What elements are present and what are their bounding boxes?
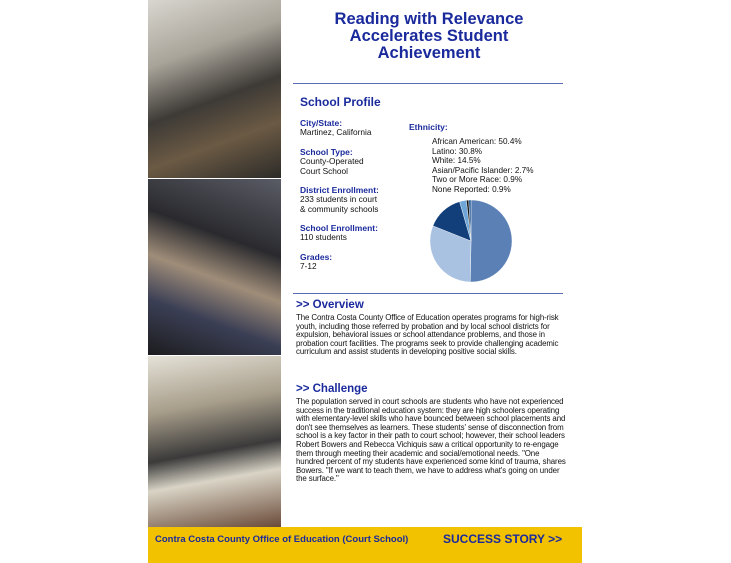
school-type-label: School Type: [300,147,353,157]
grades-label: Grades: [300,252,333,262]
school-enrollment-label: School Enrollment: [300,223,378,233]
legend-entry: Asian/Pacific Islander: 2.7% [432,165,534,175]
photo-students-at-table [148,179,281,355]
legend-entry: None Reported: 0.9% [432,184,511,194]
photo-student-writing [148,356,281,527]
school-type-value: County-Operated Court School [300,156,364,176]
overview-text: The Contra Costa County Office of Education operates programs for high-risk youth, including those referred by probation and by local school districts for expulsion, behavioral issues or school attendance problems, and those in probation court facilities. The programs seek to provide challenging academic curriculum and assist students in developing positive social skills. [296,313,559,357]
ethnicity-label: Ethnicity: [409,122,448,132]
grades-value: 7-12 [300,261,317,271]
district-enrollment-value: 233 students in court & community schools [300,194,379,214]
footer-org: Contra Costa County Office of Education (Court School) [155,534,409,545]
district-enrollment-label: District Enrollment: [300,185,379,195]
challenge-heading: >> Challenge [296,383,368,395]
title-line: Achievement [377,44,481,62]
city-value: Martinez, California [300,127,372,137]
overview-heading: >> Overview [296,299,364,311]
legend-entry: White: 14.5% [432,156,481,166]
city-label: City/State: [300,118,343,128]
pie-slice-african-american [470,200,512,282]
school-profile-heading: School Profile [300,95,381,109]
divider [293,293,563,294]
school-enrollment-value: 110 students [300,232,347,242]
photo-student-reading [148,0,281,178]
success-story-link[interactable]: SUCCESS STORY >> [443,532,563,546]
legend-entry: Two or More Race: 0.9% [432,175,523,185]
divider [293,83,563,84]
title-line: Reading with Relevance [334,10,524,28]
challenge-text: The population served in court schools are students who have not experienced success in the traditional education system: they are high schoolers operating with elementary-level skills who have bounced between school placements and don't see themselves as learners. These students' sense of disconnection from school is a key factor in their path to court school; however, their school leaders Robert Bowers and Rebecca Vichiquis saw a critical opportunity to re-engage them through meeting their academic and social/emotional needs. "One hundred percent of my students have experienced some kind of trauma, shares Bowers. "If we want to teach them, we have to address what's going on under the surface." [296,397,566,484]
legend-entry: African American: 50.4% [432,137,522,146]
photo-column [148,0,281,527]
ethnicity-legend [432,137,533,195]
page-title [295,11,563,62]
ethnicity-pie-chart [428,198,516,284]
footer-banner [148,527,582,563]
legend-entry: Latino: 30.8% [432,146,483,156]
title-line: Accelerates Student [349,27,509,45]
